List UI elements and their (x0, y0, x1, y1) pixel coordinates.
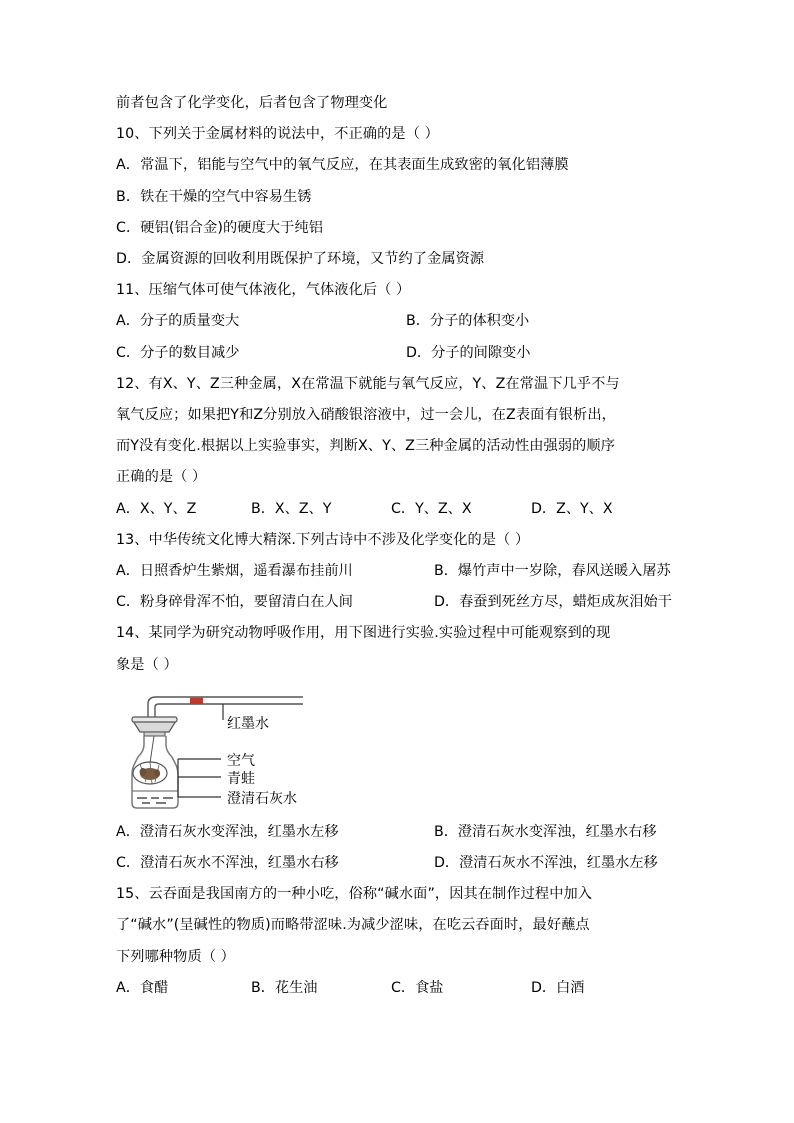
question-12-stem-line-1: 12、有X、Y、Z三种金属，X在常温下就能与氧气反应，Y、Z在常温下几乎不与 (116, 375, 620, 392)
question-11-options-row-2 (116, 338, 690, 369)
question-12-option-d: D．Z、Y、X (531, 500, 613, 517)
question-13-options-row-1 (116, 556, 690, 587)
limewater-icon (132, 791, 178, 803)
label-red-ink: 红墨水 (227, 715, 269, 732)
question-15-option-a: A．食醋 (116, 979, 169, 996)
question-12-option-a: A．X、Y、Z (116, 500, 197, 517)
question-12-stem-line-4: 正确的是（ ） (116, 469, 207, 486)
carryover-text: 前者包含了化学变化，后者包含了物理变化 (116, 95, 388, 111)
question-12-options-row (116, 494, 690, 525)
question-15-options-row (116, 973, 690, 1004)
question-11-stem: 11、压缩气体可使气体液化，气体液化后（ ） (116, 282, 411, 299)
question-11-option-a: A．分子的质量变大 (116, 313, 240, 330)
question-14-option-c: C．澄清石灰水不浑浊，红墨水右移 (116, 855, 339, 872)
question-12-option-b: B．X、Z、Y (251, 500, 332, 517)
frog-basket-icon (133, 762, 167, 784)
question-14-stem-line-1: 14、某同学为研究动物呼吸作用，用下图进行实验.实验过程中可能观察到的现 (116, 625, 611, 642)
question-12-option-c: C．Y、Z、X (391, 500, 472, 517)
question-14-options-row-2 (116, 848, 690, 879)
question-10-stem: 10、下列关于金属材料的说法中，不正确的是（ ） (116, 126, 439, 143)
rubber-stopper-icon (132, 717, 177, 736)
question-14-stem-line-2: 象是（ ） (116, 656, 178, 673)
label-frog: 青蛙 (227, 770, 255, 787)
question-13-option-c: C．粉身碎骨浑不怕，要留清白在人间 (116, 594, 353, 611)
question-15-option-c: C．食盐 (391, 979, 444, 996)
question-13-option-a: A．日照香炉生紫烟，遥看瀑布挂前川 (116, 563, 353, 580)
question-11-option-d: D．分子的间隙变小 (406, 344, 531, 361)
red-ink-marker-icon (190, 698, 203, 704)
suspension-thread-icon (150, 736, 154, 763)
question-15-option-b: B．花生油 (251, 979, 318, 996)
question-13-option-d: D．春蚕到死丝方尽，蜡炬成灰泪始干 (434, 594, 672, 611)
question-14-options-row-1 (116, 817, 690, 848)
question-10-option-b: B．铁在干燥的空气中容易生锈 (116, 188, 312, 205)
question-12-stem-line-3: 而Y没有变化.根据以上实验事实，判断X、Y、Z三种金属的活动性由强弱的顺序 (116, 438, 615, 455)
question-11-option-b: B．分子的体积变小 (406, 313, 530, 330)
question-15-stem-line-3: 下列哪种物质（ ） (116, 948, 235, 965)
question-13-options-row-2 (116, 587, 690, 618)
question-11-option-c: C．分子的数目减少 (116, 344, 240, 361)
question-10-option-a: A．常温下，铝能与空气中的氧气反应，在其表面生成致密的氧化铝薄膜 (116, 157, 569, 174)
question-14-option-b: B．澄清石灰水变浑浊，红墨水右移 (434, 823, 657, 840)
question-10-option-c: C．硬铝(铝合金)的硬度大于纯铝 (116, 219, 324, 236)
question-12-stem-line-2: 氧气反应；如果把Y和Z分别放入硝酸银溶液中，过一会儿，在Z表面有银析出， (116, 407, 616, 424)
question-10-option-d: D．金属资源的回收利用既保护了环境，又节约了金属资源 (116, 251, 485, 268)
question-15-option-d: D．白酒 (531, 979, 585, 996)
question-14-figure (116, 687, 690, 813)
question-14-option-d: D．澄清石灰水不浑浊，红墨水左移 (434, 855, 658, 872)
question-14-option-a: A．澄清石灰水变浑浊，红墨水左移 (116, 823, 339, 840)
label-limewater: 澄清石灰水 (227, 790, 297, 807)
label-air: 空气 (227, 752, 255, 769)
respiration-experiment-diagram (128, 687, 418, 813)
question-13-option-b: B．爆竹声中一岁除，春风送暖入屠苏 (434, 563, 671, 580)
question-15-stem-line-2: 了“碱水”(呈碱性的物质)而略带涩味.为减少涩味，在吃云吞面时，最好蘸点 (116, 917, 590, 934)
question-15-stem-line-1: 15、云吞面是我国南方的一种小吃，俗称“碱水面”，因其在制作过程中加入 (116, 886, 593, 903)
question-11-options-row-1 (116, 306, 690, 337)
question-13-stem: 13、中华传统文化博大精深.下列古诗中不涉及化学变化的是（ ） (116, 531, 530, 548)
